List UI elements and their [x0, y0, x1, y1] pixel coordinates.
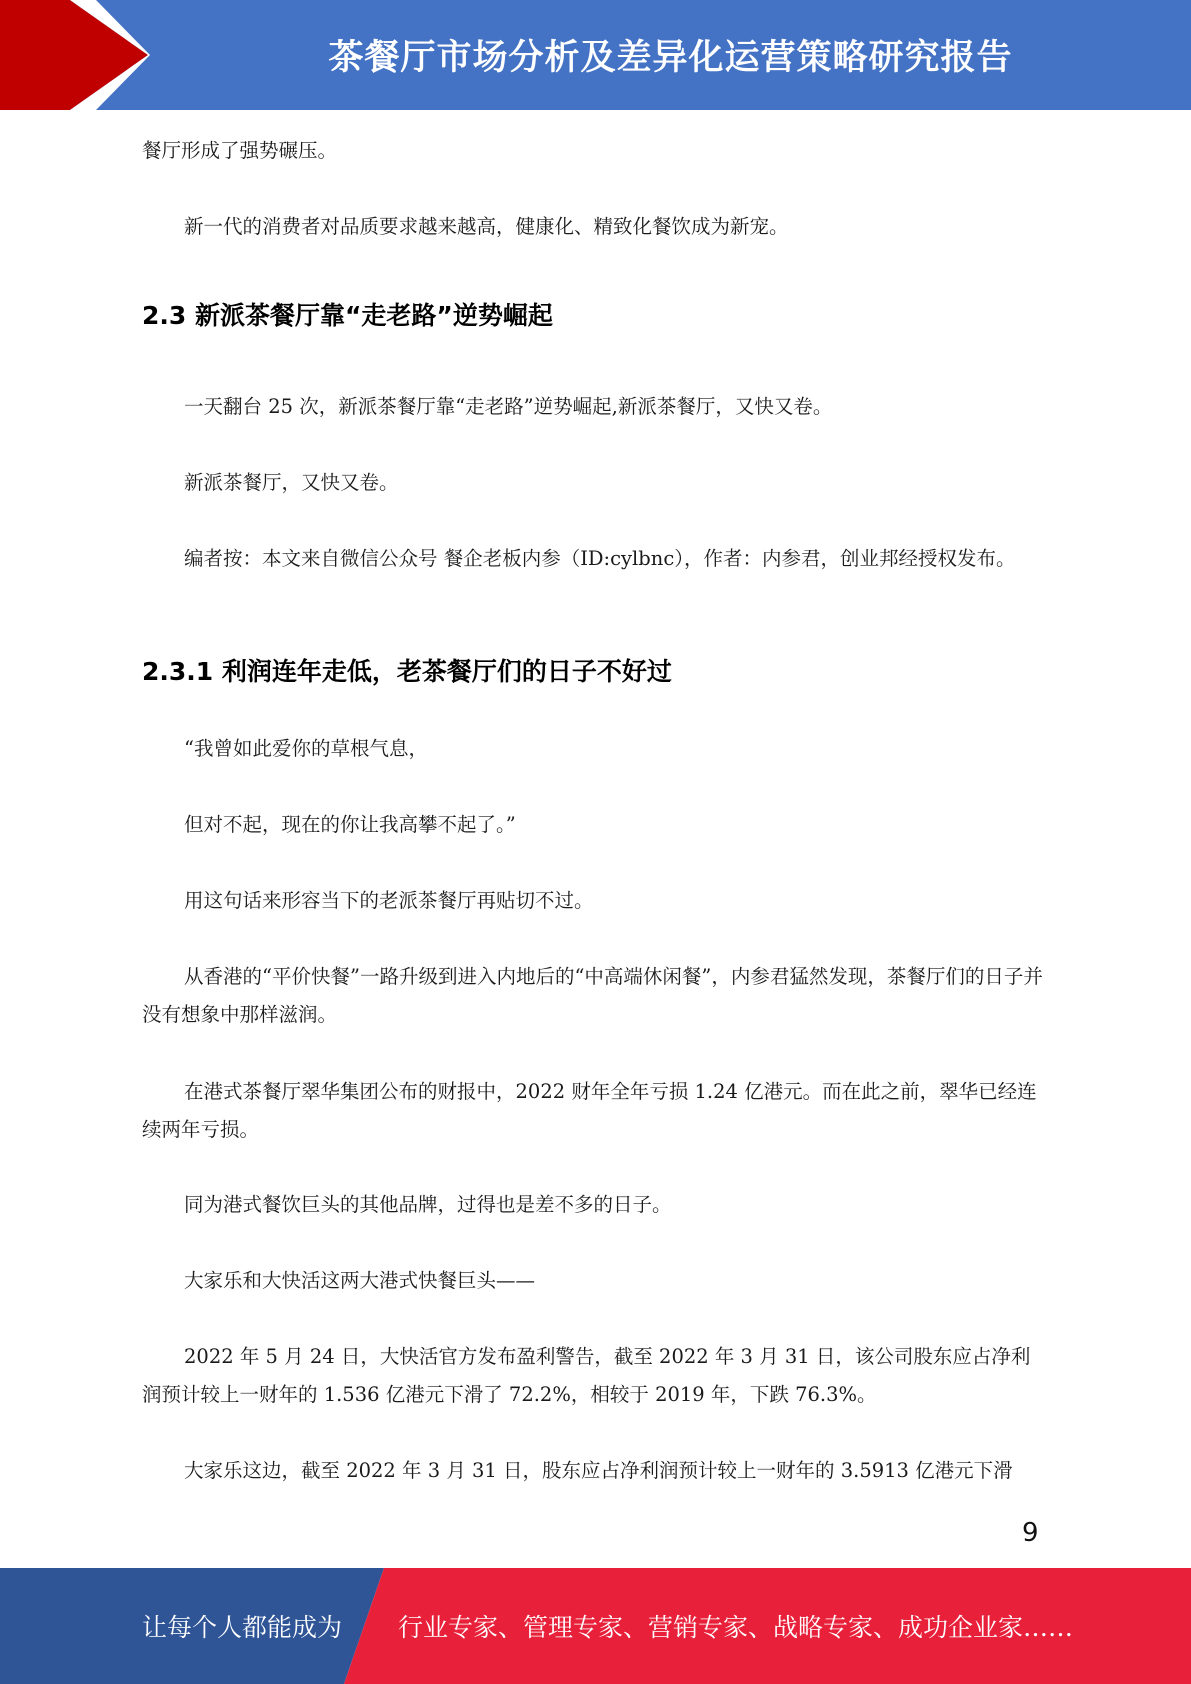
report-title: 茶餐厅市场分析及差异化运营策略研究报告 [328, 38, 1013, 78]
paragraph: 从香港的“平价快餐”一路升级到进入内地后的“中高端休闲餐”，内参君猛然发现，茶餐厅们的日子并没有想象中那样滋润。 [142, 965, 1043, 1026]
paragraph: “我曾如此爱你的草根气息， [184, 737, 428, 760]
section-heading-2-3-1: 2.3.1 利润连年走低，老茶餐厅们的日子不好过 [142, 657, 672, 686]
page-number: 9 [1022, 1518, 1039, 1548]
paragraph: 大家乐这边，截至 2022 年 3 月 31 日，股东应占净利润预计较上一财年的 3.5913 亿港元下滑 [184, 1459, 1013, 1482]
paragraph: 在港式茶餐厅翠华集团公布的财报中，2022 财年全年亏损 1.24 亿港元。而在此之前，翠华已经连续两年亏损。 [142, 1080, 1037, 1141]
paragraph: 一天翻台 25 次，新派茶餐厅靠“走老路”逆势崛起,新派茶餐厅，又快又卷。 [184, 395, 833, 418]
paragraph: 用这句话来形容当下的老派茶餐厅再贴切不过。 [184, 889, 594, 912]
paragraph: 但对不起，现在的你让我高攀不起了。” [184, 813, 516, 836]
page-header [0, 0, 1191, 110]
footer-slogan-left: 让每个人都能成为 [142, 1613, 343, 1642]
paragraph: 新一代的消费者对品质要求越来越高，健康化、精致化餐饮成为新宠。 [184, 215, 789, 238]
paragraph: 编者按：本文来自微信公众号 餐企老板内参（ID:cylbnc），作者：内参君，创业邦经授权发布。 [184, 547, 1016, 570]
paragraph: 大家乐和大快活这两大港式快餐巨头—— [184, 1269, 536, 1292]
paragraph: 2022 年 5 月 24 日，大快活官方发布盈利警告，截至 2022 年 3 月 31 日，该公司股东应占净利润预计较上一财年的 1.536 亿港元下滑了 72.2%，相较于 2019 年，下跌 76.3%。 [142, 1345, 1031, 1406]
footer-slogan-right: 行业专家、管理专家、营销专家、战略专家、成功企业家…… [398, 1613, 1074, 1642]
paragraph: 同为港式餐饮巨头的其他品牌，过得也是差不多的日子。 [184, 1193, 672, 1216]
paragraph: 餐厅形成了强势碾压。 [142, 139, 338, 162]
section-heading-2-3: 2.3 新派茶餐厅靠“走老路”逆势崛起 [142, 301, 553, 330]
page-footer [0, 1568, 1191, 1684]
paragraph: 新派茶餐厅，又快又卷。 [184, 471, 399, 494]
